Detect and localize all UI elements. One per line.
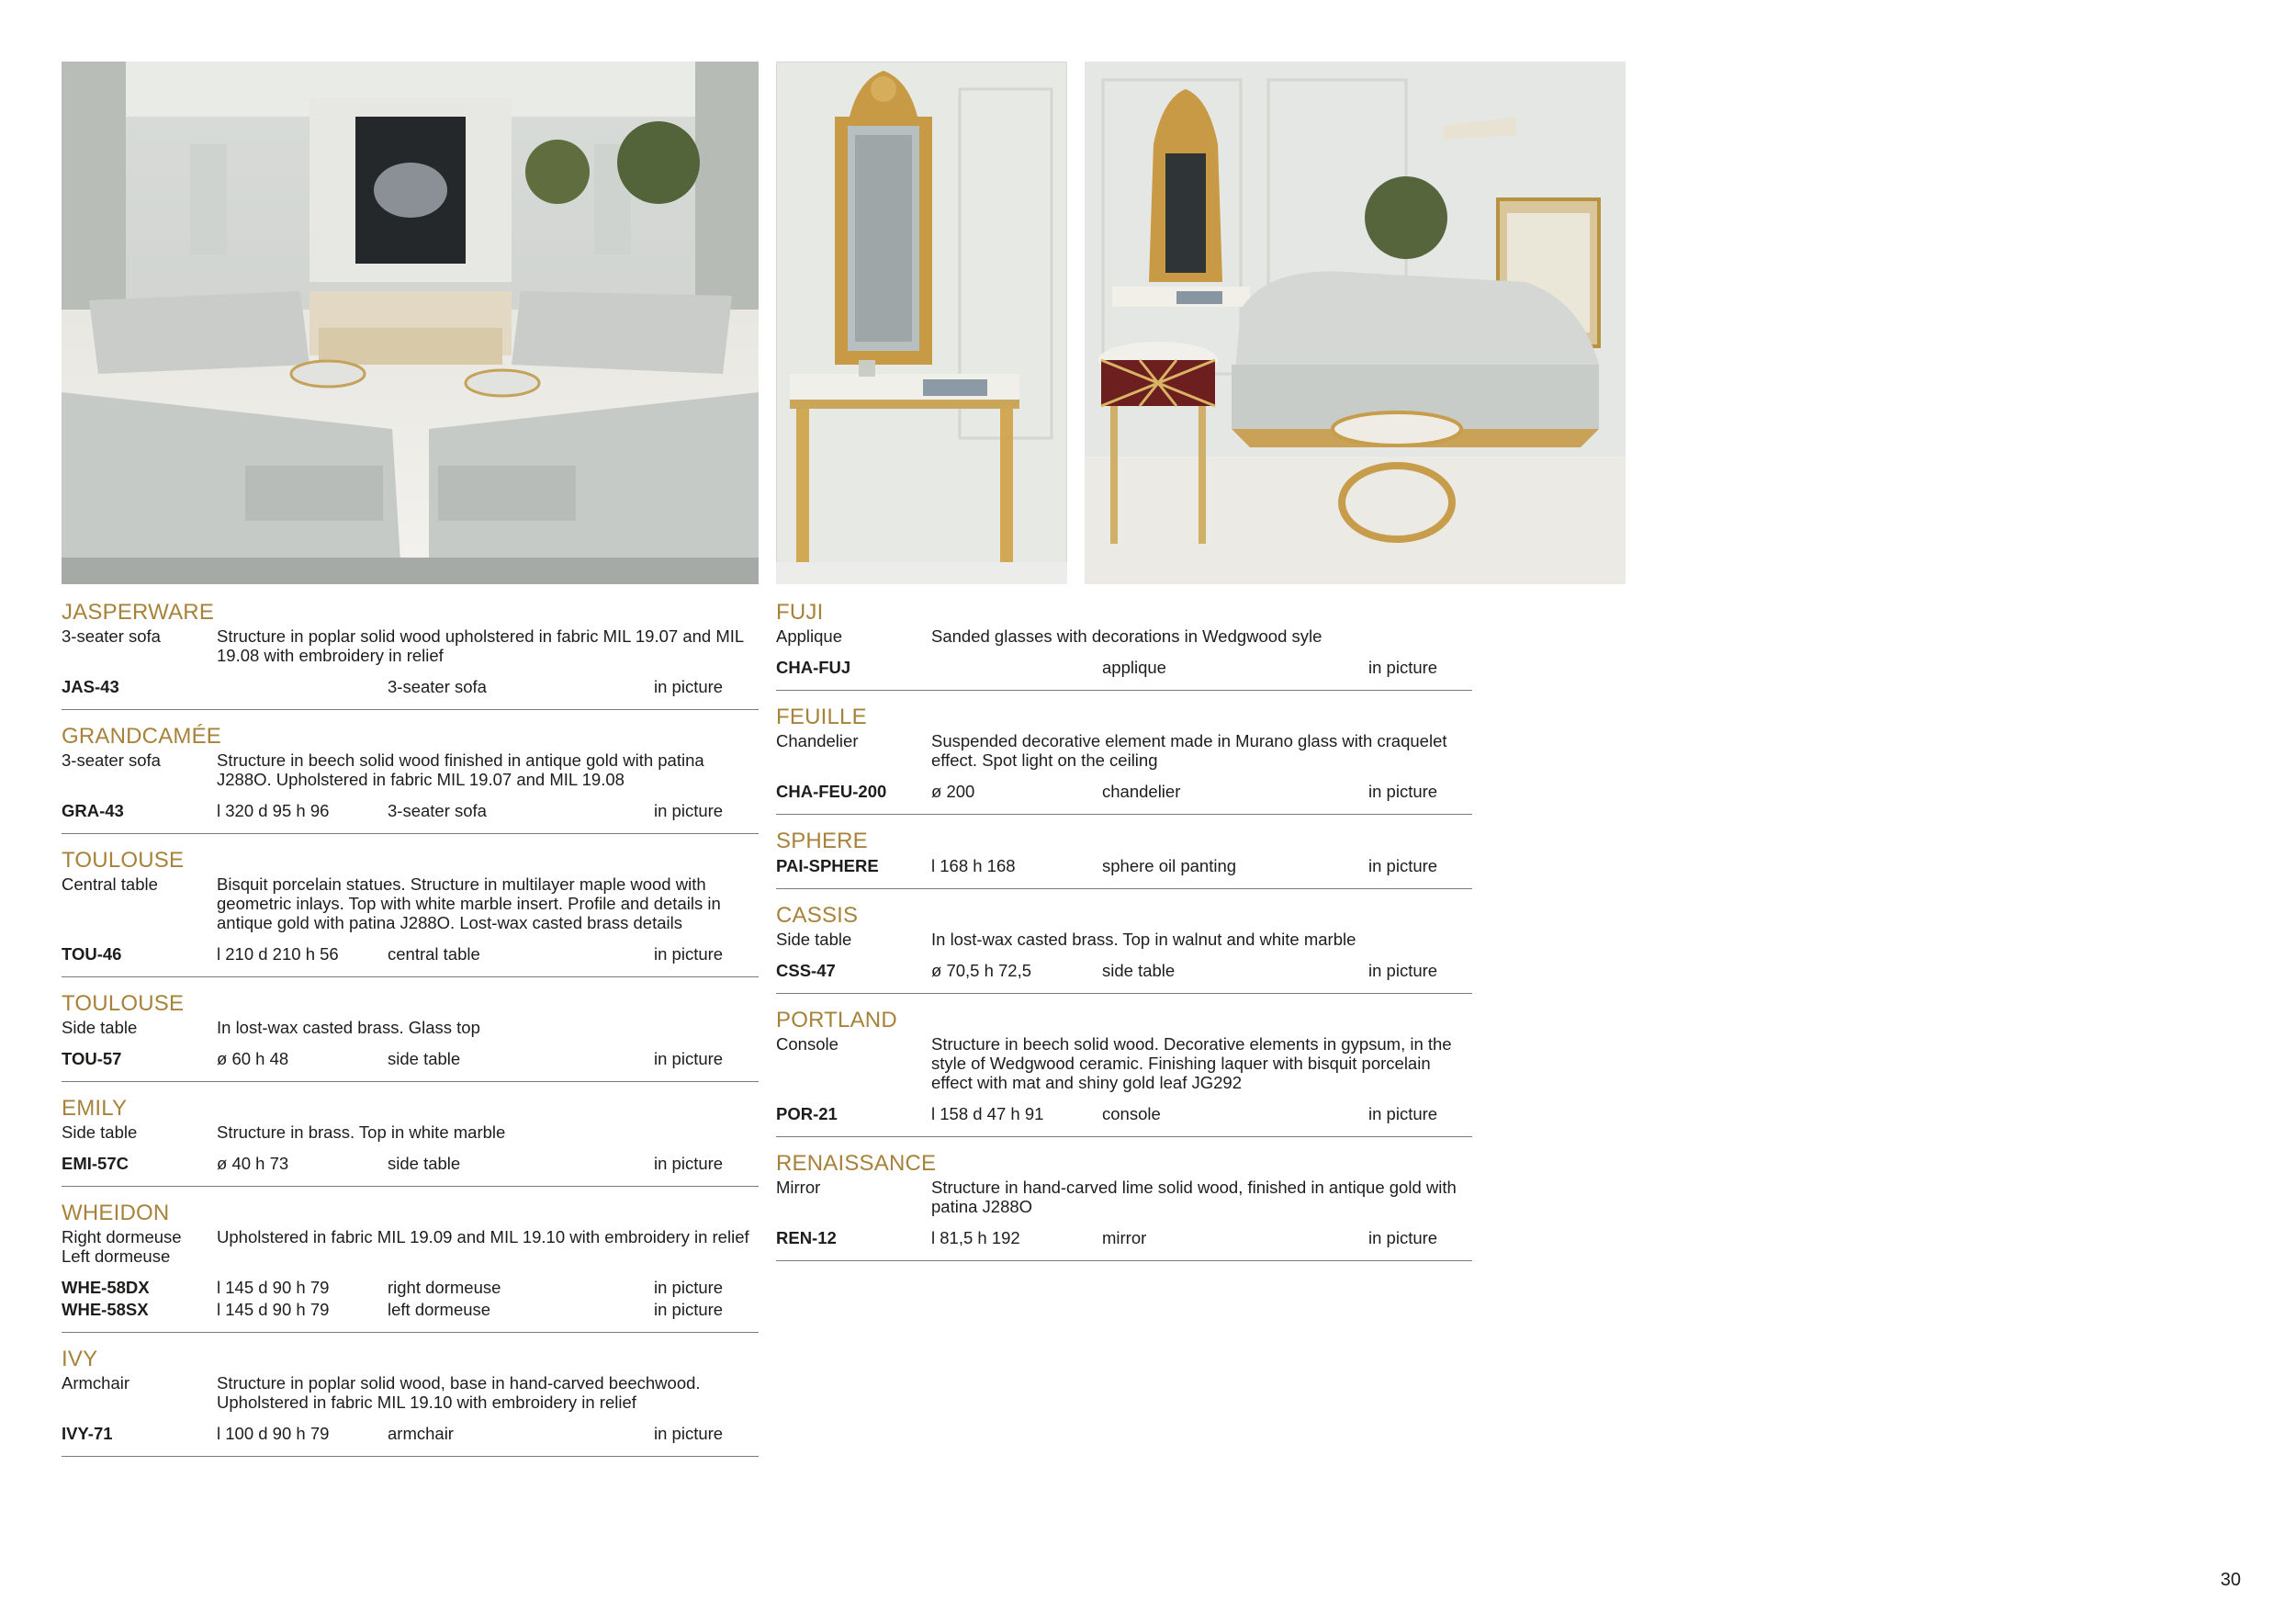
product-code: IVY-71 <box>62 1424 113 1443</box>
product-code-row <box>62 1423 759 1445</box>
product-dimensions: ø 70,5 h 72,5 <box>931 961 1032 980</box>
product-dimensions: ø 40 h 73 <box>217 1154 289 1173</box>
product-type <box>62 1373 217 1412</box>
product-entry <box>776 902 1472 994</box>
in-picture-label: in picture <box>654 1154 724 1173</box>
product-dimensions: l 100 d 90 h 79 <box>217 1424 330 1443</box>
product-type-label: Central table <box>62 874 158 894</box>
product-dimensions: l 168 h 168 <box>931 856 1016 875</box>
product-description: Structure in beech solid wood finished in antique gold with patina J288O. Upholstered in fabric MIL 19.07 and MIL 19.08 <box>217 750 704 789</box>
product-type-label: Side table <box>62 1122 138 1142</box>
product-title: RENAISSANCE <box>776 1151 937 1176</box>
in-picture-label: in picture <box>654 944 724 964</box>
product-description: Upholstered in fabric MIL 19.09 and MIL 19.10 with embroidery in relief <box>217 1227 749 1246</box>
product-description-row <box>62 626 759 665</box>
product-type <box>776 1034 931 1092</box>
product-category: 3-seater sofa <box>388 801 487 820</box>
product-code: PAI-SPHERE <box>776 856 879 875</box>
product-code-row <box>62 1153 759 1175</box>
product-title: TOULOUSE <box>62 991 185 1016</box>
product-dimensions: ø 60 h 48 <box>217 1049 289 1068</box>
product-category: right dormeuse <box>388 1278 501 1297</box>
product-dimensions: ø 200 <box>931 782 975 801</box>
in-picture-label: in picture <box>1368 1228 1438 1247</box>
product-code-row <box>62 1299 759 1321</box>
product-entry <box>776 828 1472 889</box>
product-code: EMI-57C <box>62 1154 129 1173</box>
product-type-label: Side table <box>62 1018 138 1037</box>
product-type-label: Mirror <box>776 1178 821 1197</box>
product-code-row <box>62 1277 759 1299</box>
product-dimensions <box>217 676 388 698</box>
product-description: In lost-wax casted brass. Glass top <box>217 1018 480 1037</box>
product-dimensions: l 210 d 210 h 56 <box>217 944 339 964</box>
product-dimensions <box>931 657 1102 679</box>
product-description-row <box>776 1178 1472 1216</box>
product-description-row <box>776 1034 1472 1092</box>
product-title: GRANDCAMÉE <box>62 724 222 749</box>
product-code-row <box>776 1227 1472 1249</box>
product-title: FEUILLE <box>776 705 867 729</box>
product-code-row <box>776 781 1472 803</box>
product-type <box>62 1018 217 1037</box>
product-code: REN-12 <box>776 1228 837 1247</box>
product-description-row <box>776 626 1472 646</box>
product-type-label: Armchair <box>62 1373 130 1393</box>
product-code-row <box>776 1103 1472 1125</box>
product-code: POR-21 <box>776 1104 838 1123</box>
product-dimensions: l 320 d 95 h 96 <box>217 801 330 820</box>
product-entry <box>62 1200 759 1333</box>
product-code-row <box>776 855 1472 877</box>
product-entry <box>776 1150 1472 1261</box>
product-category: armchair <box>388 1424 454 1443</box>
console-mirror-photo <box>776 62 1067 584</box>
product-category: chandelier <box>1102 782 1181 801</box>
product-type <box>62 750 217 789</box>
product-category: sphere oil panting <box>1102 856 1237 875</box>
product-title: CASSIS <box>776 903 859 928</box>
in-picture-label: in picture <box>654 801 724 820</box>
product-code: GRA-43 <box>62 801 124 820</box>
product-type <box>62 1122 217 1142</box>
product-category: mirror <box>1102 1228 1147 1247</box>
product-description: Suspended decorative element made in Murano glass with craquelet effect. Spot light on the ceiling <box>931 731 1447 770</box>
in-picture-label: in picture <box>654 1278 724 1297</box>
product-description-row <box>776 731 1472 770</box>
product-type-label: Chandelier <box>776 731 859 750</box>
product-description: Structure in poplar solid wood upholstered in fabric MIL 19.07 and MIL 19.08 with embroidery in relief <box>217 626 744 665</box>
product-type-label: 3-seater sofa <box>62 750 161 770</box>
product-type <box>62 1227 217 1266</box>
product-type <box>62 874 217 932</box>
product-category: side table <box>388 1154 461 1173</box>
in-picture-label: in picture <box>1368 782 1438 801</box>
product-code-row <box>776 657 1472 679</box>
in-picture-label: in picture <box>1368 961 1438 980</box>
product-category: left dormeuse <box>388 1300 491 1319</box>
product-code: TOU-57 <box>62 1049 122 1068</box>
product-dimensions: l 145 d 90 h 79 <box>217 1300 330 1319</box>
product-title: TOULOUSE <box>62 848 185 873</box>
product-description-row <box>62 874 759 932</box>
product-code-row <box>776 960 1472 982</box>
in-picture-label: in picture <box>654 1049 724 1068</box>
in-picture-label: in picture <box>1368 658 1438 677</box>
in-picture-label: in picture <box>654 677 724 696</box>
product-type <box>62 626 217 665</box>
product-category: console <box>1102 1104 1161 1123</box>
product-entry <box>776 1007 1472 1137</box>
product-dimensions: l 158 d 47 h 91 <box>931 1104 1044 1123</box>
product-category: central table <box>388 944 480 964</box>
product-code-row <box>62 943 759 965</box>
product-entry <box>776 704 1472 815</box>
product-title: IVY <box>62 1347 98 1371</box>
product-category: side table <box>1102 961 1176 980</box>
product-title: SPHERE <box>776 829 868 853</box>
product-code: JAS-43 <box>62 677 119 696</box>
product-code: CHA-FUJ <box>776 658 851 677</box>
living-room-photo <box>62 62 759 584</box>
product-description-row <box>62 1122 759 1142</box>
product-type-label: Console <box>776 1034 838 1054</box>
product-category: applique <box>1102 658 1166 677</box>
product-code-row <box>62 676 759 698</box>
product-description: Structure in hand-carved lime solid wood, finished in antique gold with patina J288O <box>931 1178 1457 1216</box>
page-number: 30 <box>2220 1570 2241 1590</box>
product-entry <box>62 599 759 710</box>
product-dimensions: l 145 d 90 h 79 <box>217 1278 330 1297</box>
product-type-label: Left dormeuse <box>62 1246 171 1266</box>
product-entry <box>62 1095 759 1187</box>
sofa-room-photo <box>1085 62 1626 584</box>
product-description: Bisquit porcelain statues. Structure in multilayer maple wood with geometric inlays. Top with white marble insert. Profile and details in antique gold with patina J288O. Lost-wax casted brass details <box>217 874 721 932</box>
product-title: EMILY <box>62 1096 128 1121</box>
product-code: TOU-46 <box>62 944 122 964</box>
in-picture-label: in picture <box>1368 856 1438 875</box>
product-type <box>776 930 931 949</box>
in-picture-label: in picture <box>654 1300 724 1319</box>
product-code: WHE-58DX <box>62 1278 150 1297</box>
in-picture-label: in picture <box>1368 1104 1438 1123</box>
product-code-row <box>62 800 759 822</box>
product-description: Sanded glasses with decorations in Wedgwood syle <box>931 626 1322 646</box>
product-description-row <box>62 1227 759 1266</box>
product-entry <box>62 1346 759 1457</box>
product-title: WHEIDON <box>62 1201 170 1225</box>
product-description: In lost-wax casted brass. Top in walnut and white marble <box>931 930 1356 949</box>
product-description: Structure in brass. Top in white marble <box>217 1122 506 1142</box>
in-picture-label: in picture <box>654 1424 724 1443</box>
product-title: FUJI <box>776 600 824 625</box>
product-type-label: Applique <box>776 626 843 646</box>
product-title: JASPERWARE <box>62 600 215 625</box>
product-description-row <box>776 930 1472 949</box>
product-title: PORTLAND <box>776 1008 897 1032</box>
product-description: Structure in beech solid wood. Decorative elements in gypsum, in the style of Wedgwood ceramic. Finishing laquer with bisquit porcelain effect with mat and shiny gold leaf JG292 <box>931 1034 1452 1092</box>
left-product-column <box>62 599 759 1470</box>
product-code: CSS-47 <box>776 961 836 980</box>
product-type-label: 3-seater sofa <box>62 626 161 646</box>
product-entry <box>62 723 759 834</box>
product-code: WHE-58SX <box>62 1300 149 1319</box>
product-entry <box>776 599 1472 691</box>
product-type <box>776 731 931 770</box>
product-type <box>776 626 931 646</box>
product-description-row <box>62 1018 759 1037</box>
product-description-row <box>62 750 759 789</box>
product-entry <box>62 990 759 1082</box>
product-description-row <box>62 1373 759 1412</box>
product-type-label: Side table <box>776 930 852 949</box>
product-type-label: Right dormeuse <box>62 1227 182 1246</box>
product-category: 3-seater sofa <box>388 677 487 696</box>
product-dimensions: l 81,5 h 192 <box>931 1228 1020 1247</box>
right-product-column <box>776 599 1472 1274</box>
product-code-row <box>62 1048 759 1070</box>
product-category: side table <box>388 1049 461 1068</box>
product-type <box>776 1178 931 1216</box>
product-code: CHA-FEU-200 <box>776 782 887 801</box>
product-entry <box>62 847 759 977</box>
product-description: Structure in poplar solid wood, base in hand-carved beechwood. Upholstered in fabric MIL 19.10 with embroidery in relief <box>217 1373 701 1412</box>
